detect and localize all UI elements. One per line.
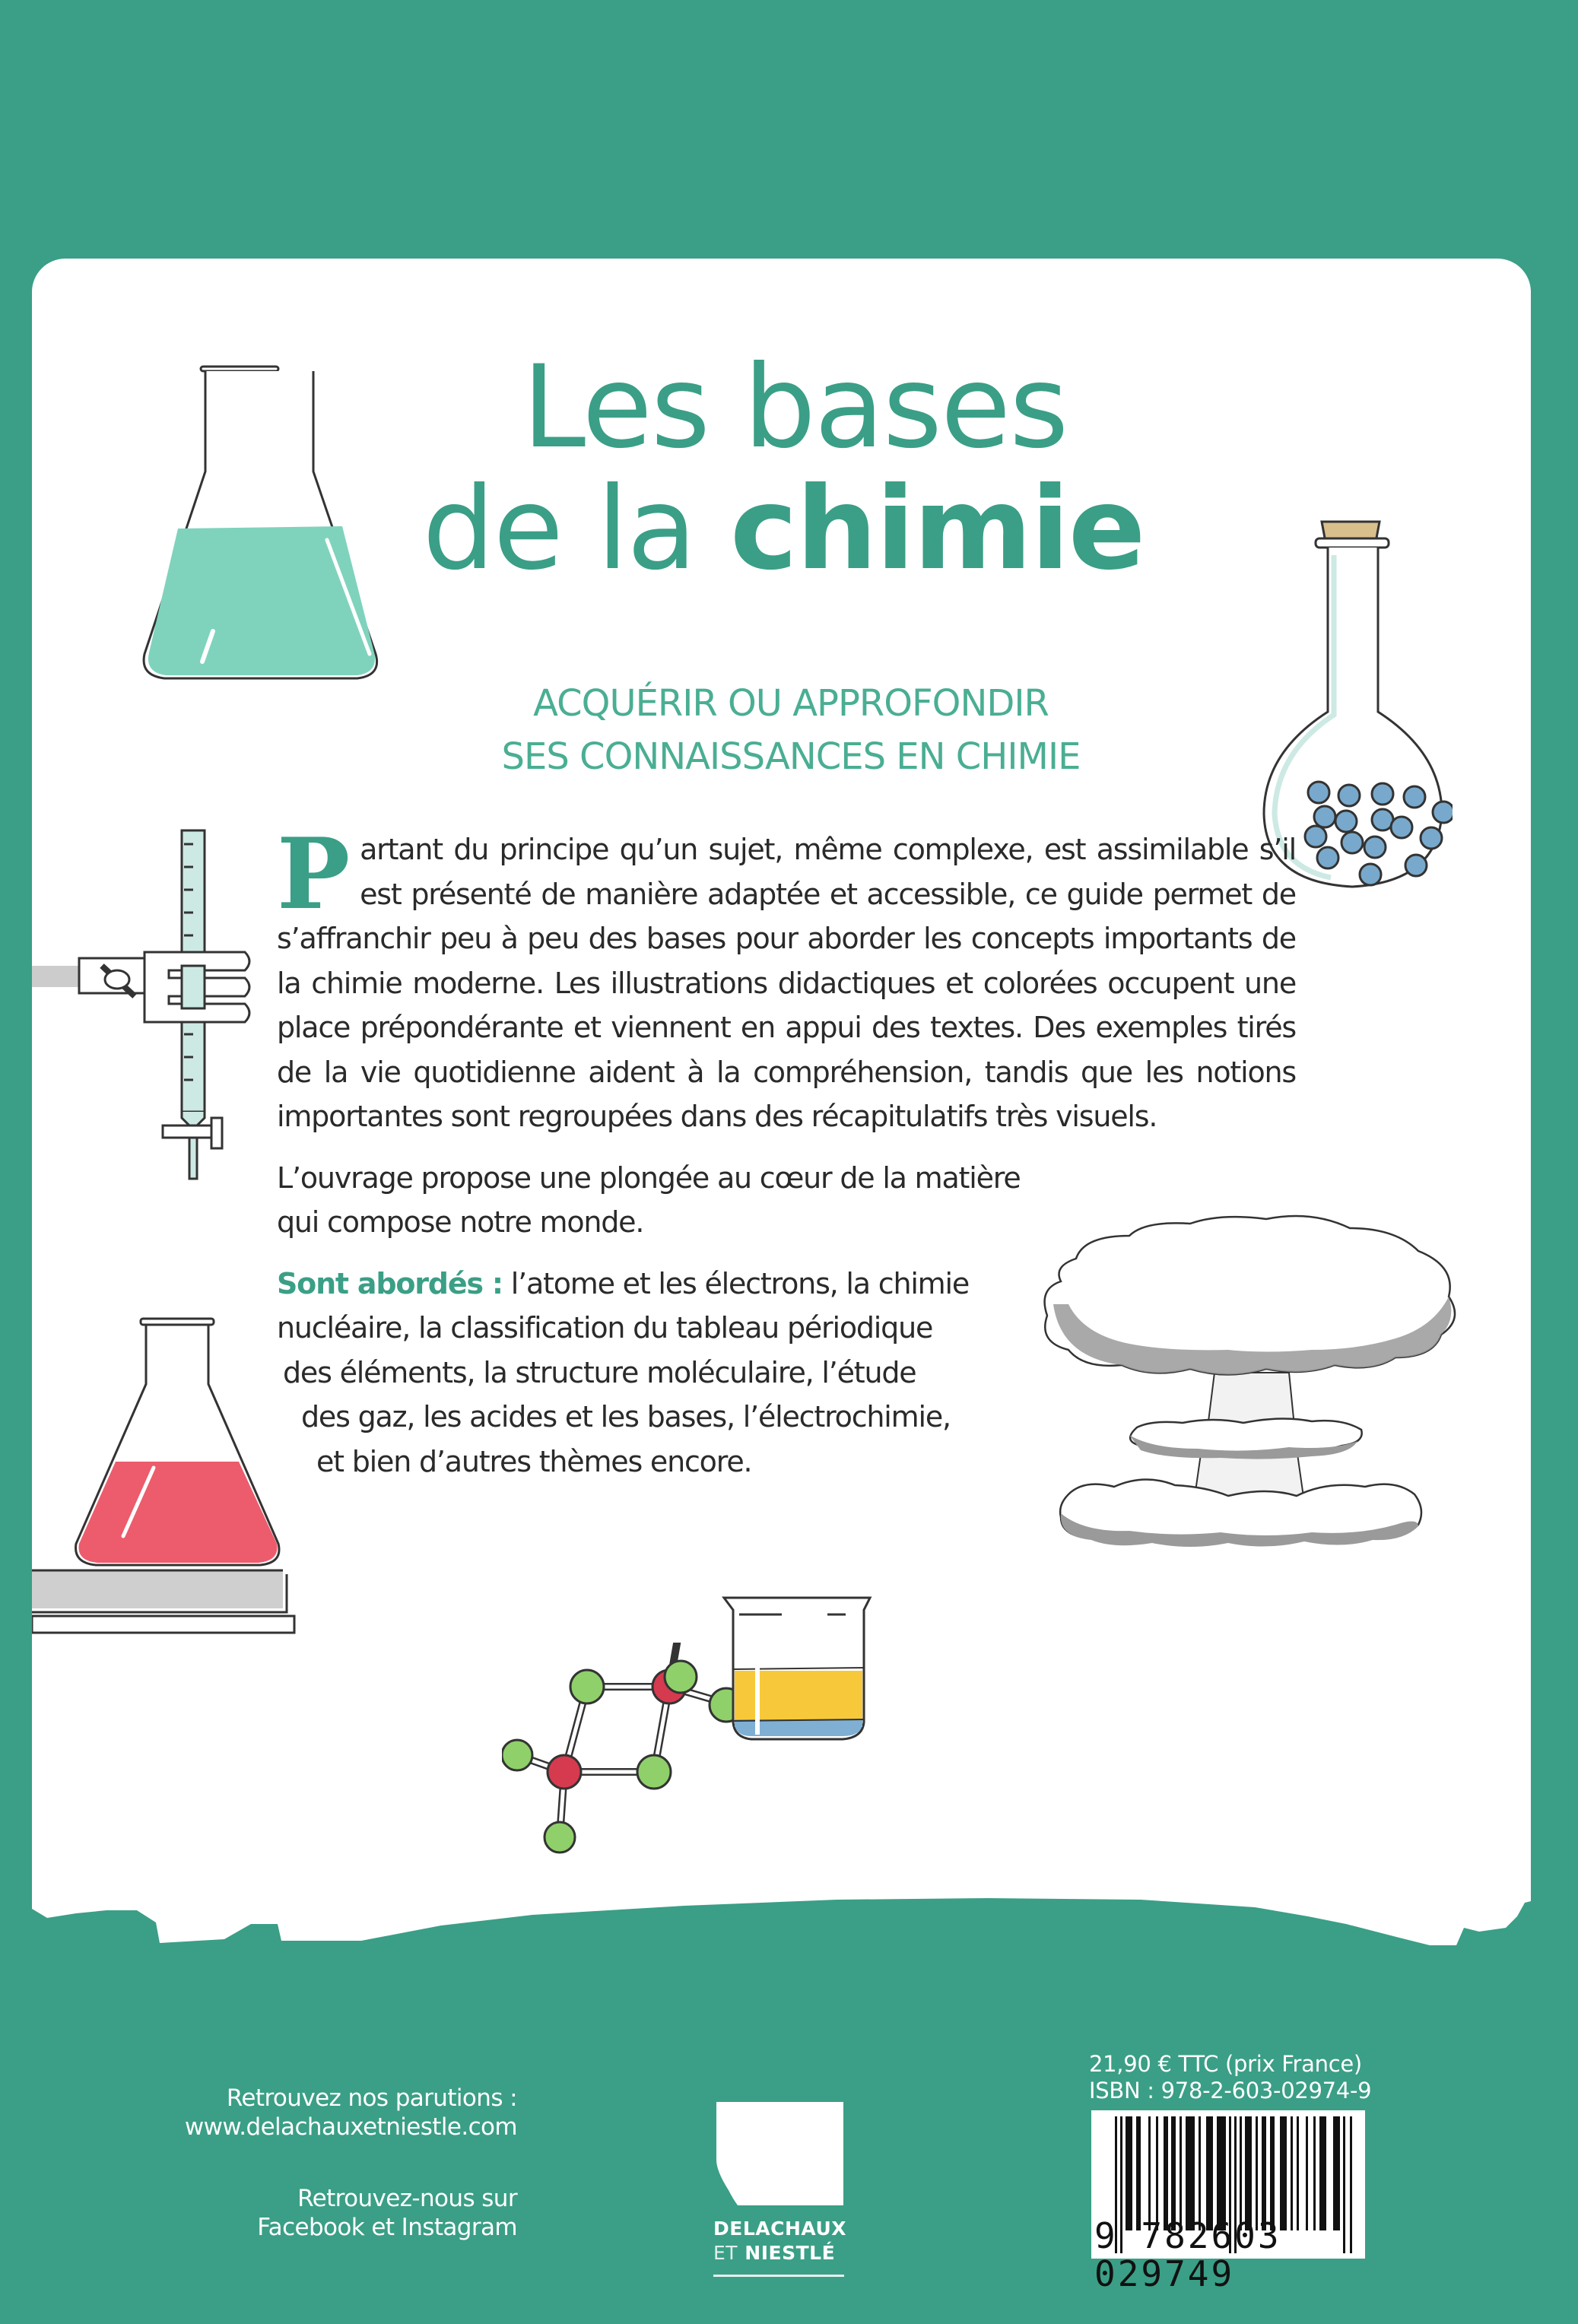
paragraph-1-text: artant du principe qu’un sujet, même complexe, est assimilable s’il est présenté de manière adaptée et accessible, ce guide permet de s’affranchir peu à peu des bases pour aborder les concepts importants de la chimie moderne. Les illustrations didactiques et colorées occupent une place prépondérante et viennent en appui des textes. Des exemples tirés de la vie quotidienne aident à la compréhension, tandis que les notions importantes sont regroupées dans des récapitulatifs très visuels. [277, 833, 1296, 1133]
social-line-1: Retrouvez-nous sur [297, 2185, 517, 2212]
paragraph-3-line-2: nucléaire, la classification du tableau périodique [277, 1311, 933, 1345]
publisher-name-line-2: NIESTLÉ [745, 2242, 836, 2264]
footer-links [152, 2084, 517, 2242]
molecule-top-atom [662, 1658, 700, 1696]
publisher-et: ET [713, 2242, 738, 2264]
blurb-paragraph-2 [277, 1156, 1113, 1245]
paragraph-3-line-3: des éléments, la structure moléculaire, l’étude [283, 1355, 916, 1389]
title-line-1: Les bases [522, 341, 1068, 475]
paragraph-2-line-2: qui compose notre monde. [277, 1205, 644, 1239]
drop-cap: P [277, 818, 350, 932]
book-title [422, 341, 1186, 596]
brush-stroke-edge [0, 1856, 1578, 1962]
subtitle-line-1: ACQUÉRIR OU APPROFONDIR [533, 682, 1049, 725]
title-line-2-regular: de la [422, 463, 696, 596]
publisher-name-line-1: DELACHAUX [713, 2218, 847, 2240]
blurb-paragraph-1 [277, 818, 1296, 1139]
isbn: ISBN : 978-2-603-02974-9 [1089, 2078, 1372, 2103]
erlenmeyer-flask-green-illustration [137, 357, 388, 692]
topics-label: Sont abordés : [277, 1266, 503, 1300]
website-link[interactable]: www.delachauxetniestle.com [184, 2113, 517, 2141]
molecule-model-illustration [502, 1643, 745, 1863]
publisher-logo-mark-icon [713, 2099, 846, 2205]
isbn-barcode [1091, 2110, 1365, 2294]
social-line-2: Facebook et Instagram [257, 2214, 517, 2241]
publisher-name [713, 2217, 846, 2265]
price-isbn-block [1089, 2051, 1371, 2104]
paragraph-3-line-4: des gaz, les acides et les bases, l’électrochimie, [301, 1400, 951, 1433]
blurb-paragraph-3 [277, 1262, 1113, 1484]
blurb [277, 818, 1303, 1484]
paragraph-3-line-1: l’atome et les électrons, la chimie [502, 1266, 970, 1300]
title-line-2 [380, 463, 1186, 596]
paragraph-2-line-1: L’ouvrage propose une plongée au cœur de la matière [277, 1160, 1021, 1195]
barcode-digits: 9 782603 029749 [1094, 2215, 1281, 2294]
title-line-2-bold: chimie [729, 463, 1145, 596]
releases-label: Retrouvez nos parutions : [226, 2084, 517, 2112]
publisher-underline [713, 2275, 844, 2277]
publisher-logo [713, 2099, 846, 2277]
paragraph-3-line-5: et bien d’autres thèmes encore. [316, 1444, 752, 1478]
price: 21,90 € TTC (prix France) [1089, 2051, 1362, 2077]
beaker-layers-illustration [721, 1593, 873, 1745]
subtitle-line-2: SES CONNAISSANCES EN CHIMIE [501, 735, 1081, 778]
book-subtitle [426, 677, 1156, 783]
